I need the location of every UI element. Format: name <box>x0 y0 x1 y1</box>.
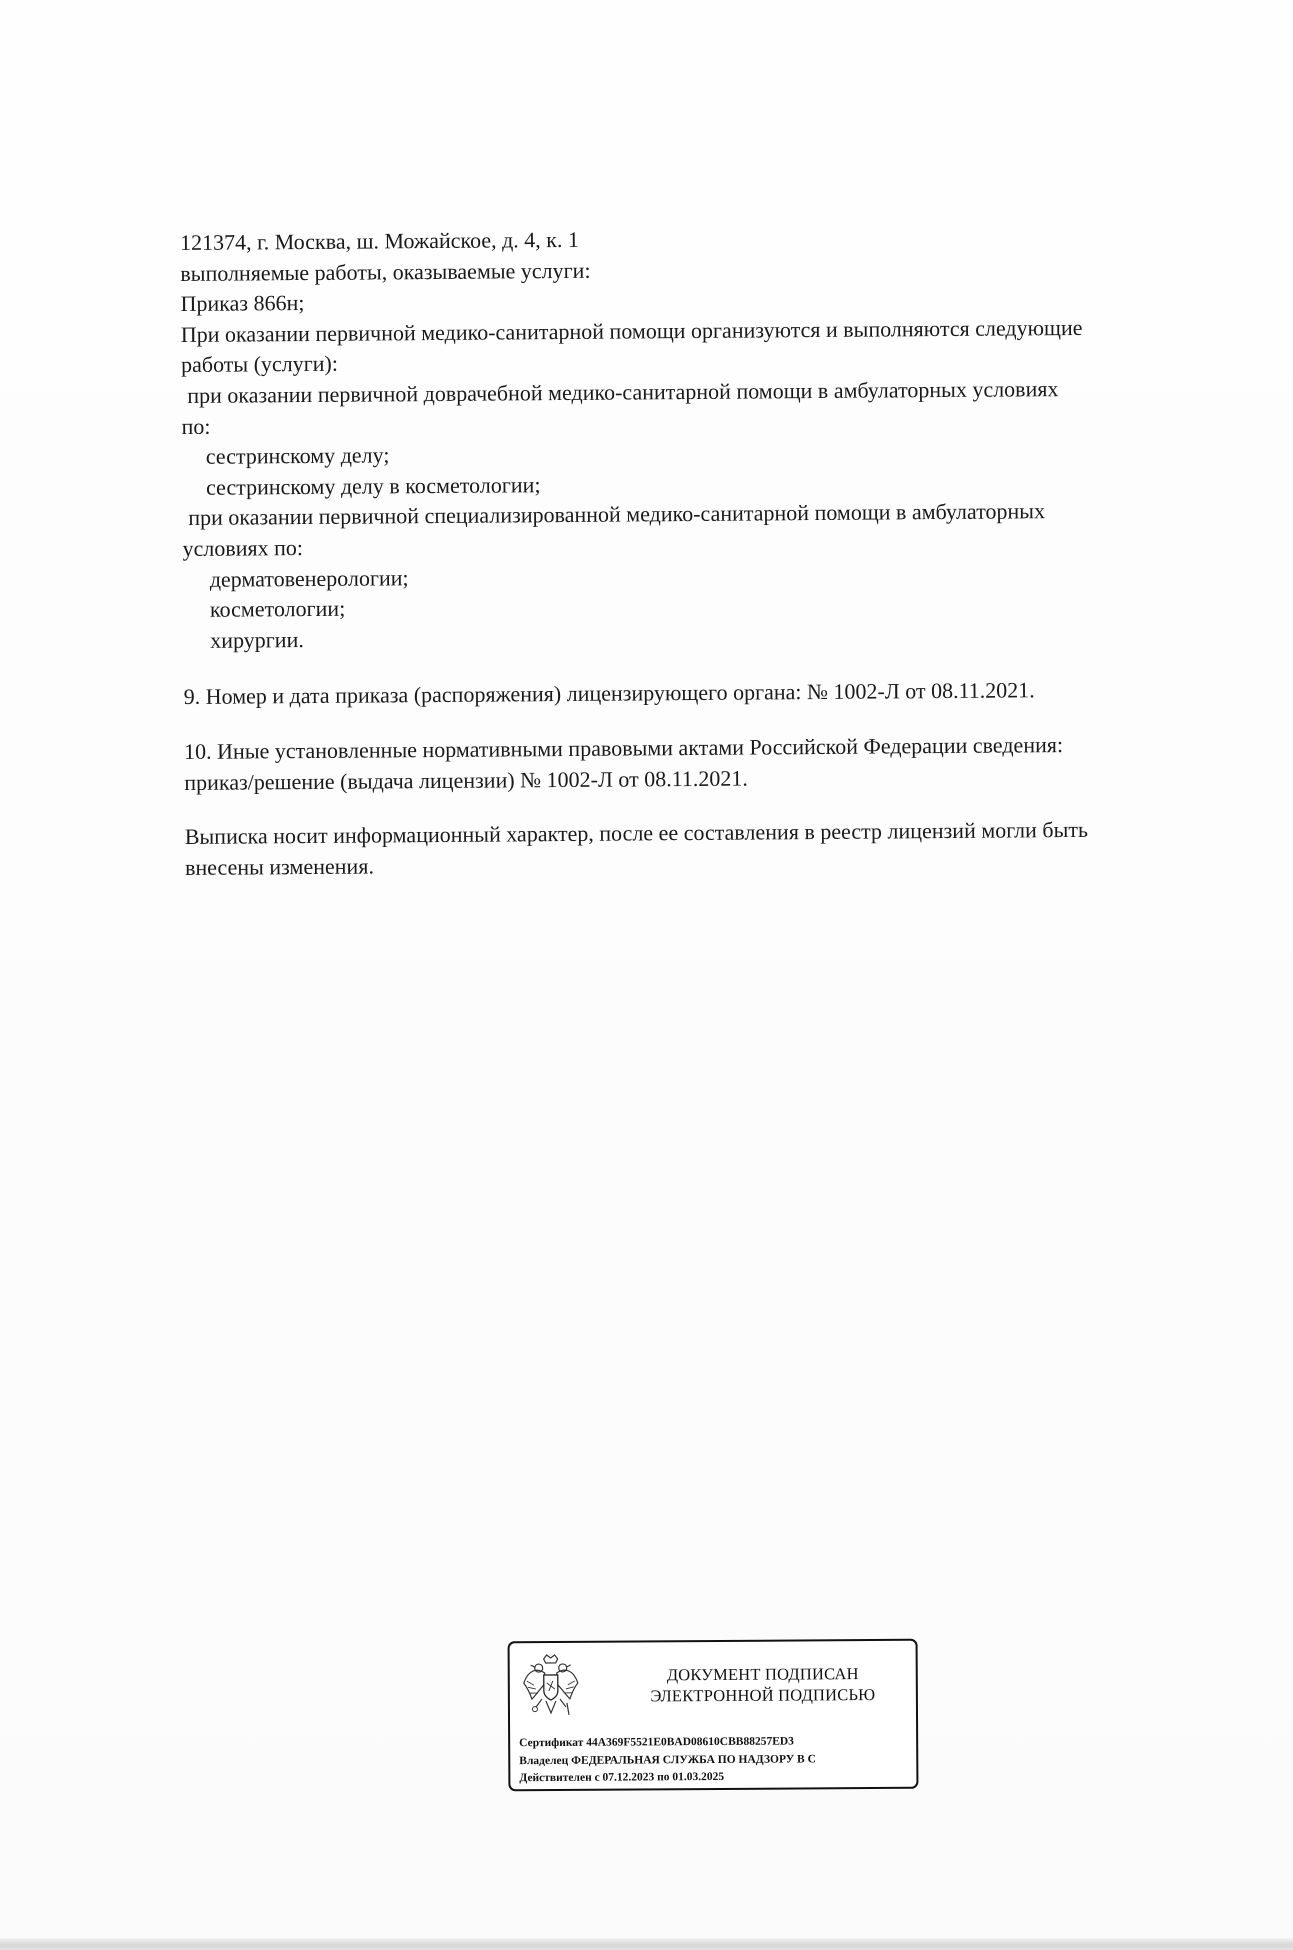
specialized-care-line2: условиях по: <box>182 534 304 561</box>
services-intro-line2: работы (услуги): <box>180 351 339 378</box>
stamp-title-line1: ДОКУМЕНТ ПОДПИСАН <box>666 1664 859 1685</box>
service-item-cosmetology: косметологии; <box>209 595 346 622</box>
address-line: 121374, г. Москва, ш. Можайское, д. 4, к. 1 <box>180 226 580 255</box>
services-intro-line1: При оказании первичной медико-санитарной помощи организуются и выполняются следующие <box>180 314 1083 347</box>
service-item-surgery: хирургии. <box>210 626 304 653</box>
stamp-title-line2: ЭЛЕКТРОННОЙ ПОДПИСЬЮ <box>650 1685 876 1706</box>
services-heading: выполняемые работы, оказываемые услуги: <box>180 257 591 286</box>
stamp-validity: Действителен с 07.12.2023 по 01.03.2025 <box>519 1770 725 1785</box>
item-9-order-number: 9. Номер и дата приказа (распоряжения) лицензирующего органа: № 1002-Л от 08.11.2021. <box>183 677 1035 710</box>
stamp-owner: Владелец ФЕДЕРАЛЬНАЯ СЛУЖБА ПО НАДЗОРУ В С <box>519 1752 816 1767</box>
service-item-dermatovenereology: дерматовенерологии; <box>209 564 409 592</box>
disclaimer-line1: Выписка носит информационный характер, после ее составления в реестр лицензий могли быть <box>184 816 1089 850</box>
disclaimer-line2: внесены изменения. <box>184 853 374 880</box>
stamp-title <box>618 1663 908 1707</box>
item-10-line2: приказ/решение (выдача лицензии) № 1002-Л от 08.11.2021. <box>184 765 748 795</box>
stamp-details <box>519 1733 918 1788</box>
item-10-line1: 10. Иные установленные нормативными правовыми актами Российской Федерации сведения: <box>184 731 1064 764</box>
page-bottom-edge <box>0 1938 1293 1950</box>
russian-coat-of-arms-icon <box>522 1653 580 1723</box>
prehospital-care-line2: по: <box>181 413 211 439</box>
electronic-signature-stamp <box>508 1639 919 1792</box>
prehospital-care-line1: при оказании первичной доврачебной медико-санитарной помощи в амбулаторных условиях <box>187 376 1059 408</box>
stamp-certificate: Сертификат 44A369F5521E0BAD08610CBB88257ED3 <box>519 1735 794 1750</box>
document-body <box>180 220 1205 883</box>
order-reference: Приказ 866н; <box>180 290 305 317</box>
specialized-care-line1: при оказании первичной специализированной медико-санитарной помощи в амбулаторных <box>188 498 1046 531</box>
service-item-nursing: сестринскому делу; <box>205 442 390 469</box>
service-item-nursing-cosmetology: сестринскому делу в косметологии; <box>205 471 541 500</box>
